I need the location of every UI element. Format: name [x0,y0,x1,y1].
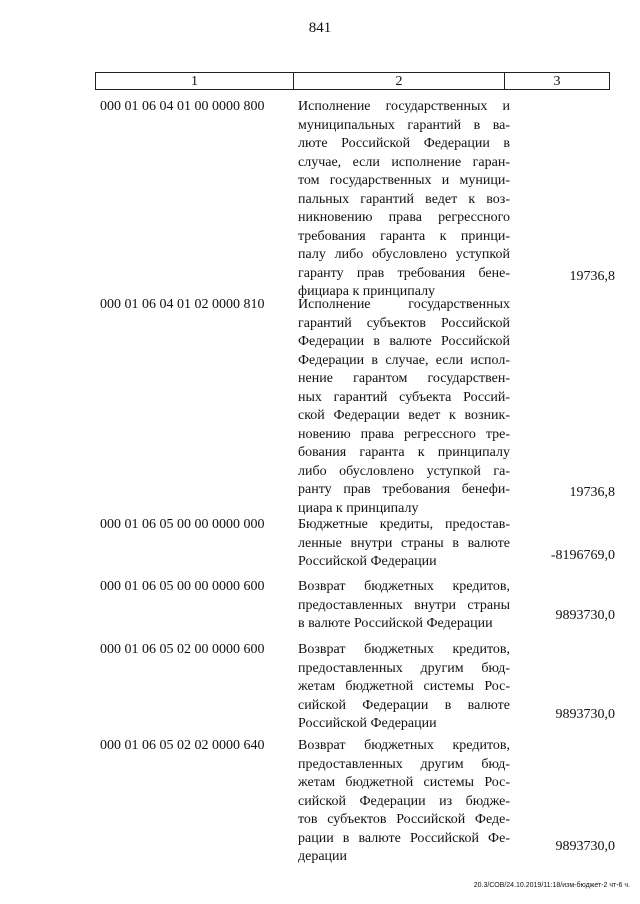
description-line: гарантий субъектов Российской [298,315,510,331]
description-line: жетам бюджетной системы Рос- [298,775,510,790]
header-col-1: 1 [96,73,294,89]
row-amount: -8196769,0 [550,548,615,563]
description-line: ленные внутри страны в валюте [298,535,510,551]
description-line: тов субъектов Российской Феде- [298,812,510,827]
description-line: предоставленных другим бюд- [298,756,510,772]
row-amount: 9893730,0 [555,707,615,722]
header-col-3: 3 [553,74,561,89]
description-line: бования гаранта к принципалу [298,445,510,460]
description-line: предоставленных внутри страны [298,597,510,613]
description-line: палу либо обусловлено уступкой [298,247,510,262]
description-line: ных гарантий субъекта Россий- [298,389,510,405]
description-line: нение гарантом государствен- [298,371,510,386]
table-header [95,72,610,90]
description-line: дерации [298,849,348,864]
footer-note: 20.3/СОВ/24.10.2019/11:18/изм-бюджет-2 чт-6 ч. [473,882,630,889]
row-amount: 9893730,0 [555,839,615,854]
description-line: Возврат бюджетных кредитов, [298,642,510,657]
row-description [298,578,510,634]
budget-code: 000 01 06 05 00 00 0000 600 [100,579,265,594]
row-description [298,98,510,302]
description-line: Исполнение государственных [298,297,510,312]
description-line: Исполнение государственных и [298,99,510,114]
description-line: люте Российской Федерации в [298,136,510,151]
description-line: новению права регрессного тре- [298,426,510,442]
budget-code: 000 01 06 04 01 02 0000 810 [100,297,265,312]
description-line: ской Федерации ведет к возник- [298,408,510,423]
budget-code: 000 01 06 05 02 00 0000 600 [100,642,265,657]
header-col-2: 2 [294,73,505,89]
description-line: Федерации в валюте Российской [298,334,510,349]
description-line: Российской Федерации [298,554,437,569]
description-line: Российской Федерации [298,716,437,731]
row-description [298,737,510,867]
row-description [298,296,510,518]
description-line: сийской Федерации из бюдже- [298,793,510,809]
description-line: жетам бюджетной системы Рос- [298,679,510,694]
description-line: гаранту прав требования бене- [298,265,510,281]
description-line: требования гаранта к принци- [298,228,510,244]
description-line: Федерации в случае, если испол- [298,352,510,368]
description-line: никновению права регрессного [298,210,510,225]
budget-code: 000 01 06 05 02 02 0000 640 [100,738,265,753]
description-line: в валюте Российской Федерации [298,616,493,631]
budget-code: 000 01 06 04 01 00 0000 800 [100,99,265,114]
page-number: 841 [308,20,332,36]
description-line: том государственных и муници- [298,173,510,188]
description-line: случае, если исполнение гаран- [298,154,510,170]
budget-code: 000 01 06 05 00 00 0000 000 [100,517,265,532]
row-description [298,516,510,572]
description-line: рации в валюте Российской Фе- [298,830,510,846]
row-amount: 19736,8 [569,269,615,284]
description-line: Бюджетные кредиты, предостав- [298,517,510,532]
row-amount: 9893730,0 [555,608,615,623]
description-line: фициара к принципалу [298,284,436,299]
description-line: либо обусловлено уступкой га- [298,463,510,479]
description-line: муниципальных гарантий в ва- [298,117,510,133]
description-line: предоставленных другим бюд- [298,660,510,676]
description-line: Возврат бюджетных кредитов, [298,579,510,594]
description-line: ранту прав требования бенефи- [298,482,510,497]
description-line: Возврат бюджетных кредитов, [298,738,510,753]
description-line: сийской Федерации в валюте [298,697,510,713]
description-line: пальных гарантий ведет к воз- [298,191,510,207]
description-line: циара к принципалу [298,500,419,516]
row-amount: 19736,8 [569,485,615,500]
row-description [298,641,510,734]
